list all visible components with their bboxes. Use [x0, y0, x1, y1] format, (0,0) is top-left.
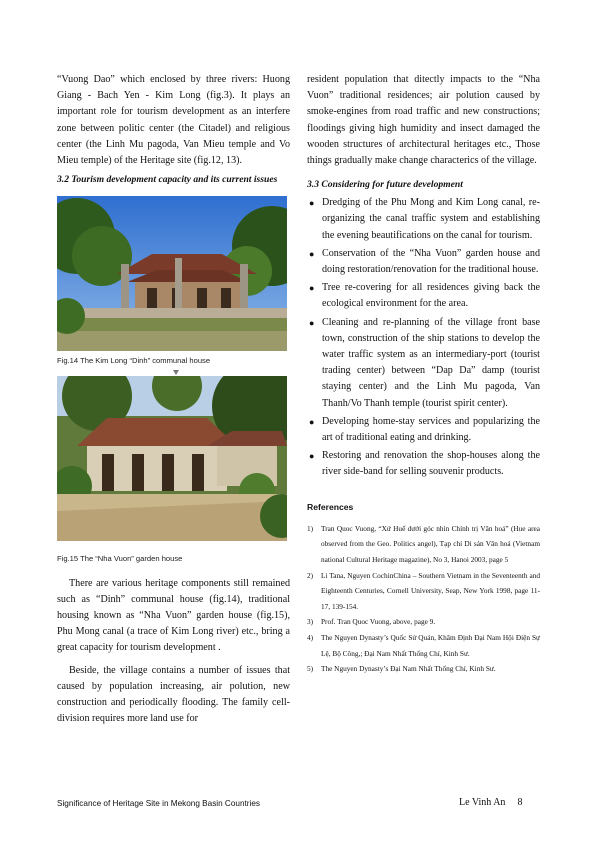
bullet-icon: ●: [309, 283, 315, 294]
left-paragraph-3: Beside, the village contains a number of issues that caused by population increasing, air polution, new construction and periodically flooding. The family cell-division requires more land use for: [57, 664, 290, 725]
page-number: 8: [517, 797, 523, 808]
reference-item: 4) The Nguyen Dynasty’s Quốc Sử Quán, Khâm Định Đại Nam Hội Điện Sự Lệ, Bộ Công,; Đại Nam Nhất Thống Chí, Kinh Sư.: [307, 633, 540, 658]
left-column: [57, 72, 290, 727]
fig14-photo: [57, 196, 287, 351]
list-item: ● Developing home-stay services and popularizing the art of traditional eating and drinking.: [309, 415, 540, 444]
bullet-icon: ●: [309, 416, 315, 427]
reference-item: 2) Li Tana, Nguyen CochinChina – Southern Vietnam in the Seventeenth and Eighteenth Centuries, Cornell University, Seap, New York 1998, page 11-17, 139-154.: [307, 570, 540, 611]
bullet-icon: ●: [309, 317, 315, 328]
right-paragraph-top: resident population that ditectly impacts to the “Nha Vuon” traditional residences; air polution caused by smoke-engines from road traffic and new constructions; floodings giving high humidity and insect damaged the wooden structures of architectural heritages etc., Those things gradually make change characterics of the village.: [307, 74, 540, 167]
bullet-icon: ●: [309, 248, 315, 259]
references-list: [307, 521, 540, 677]
left-paragraph-top: “Vuong Dao” which enclosed by three rivers: Huong Giang - Bach Yen - Kim Long (fig.3). It plays an important role for tourism development as an interfere zone between politic center (the Citadel) and religious center (the Linh Mu pagoda, Van Mieu temple and Vo Mieu temple) of the Heritage site (fig.12, 13).: [57, 74, 290, 167]
reference-item: 1) Tran Quoc Vuong, “Xứ Huế dưới góc nhìn Chính trị Văn hoá” (Hue area observed from the Geo. Politics angel), Tạp chí Di sản Văn hoá (Vietnam national Cultural Heritage magazine), No 3, Hanoi 2003, page 5: [307, 523, 540, 565]
section-heading-3-3: 3.3 Considering for future development: [307, 179, 463, 191]
triangle-marker-icon: [173, 370, 179, 375]
references-heading: References: [307, 501, 354, 512]
footer-author-page: [459, 797, 522, 808]
list-item: ● Tree re-covering for all residences giving back the ecological environment for the area.: [309, 282, 540, 310]
left-paragraph-2: There are various heritage components still remained such as “Dinh” communal house (fig.14), traditional housing known as “Nha Vuon” garden house (fig.15), Phu Mong canal (a trace of Kim Long river) etc., bring a great capacity for tourism development .: [57, 577, 290, 654]
fig15-photo: [57, 376, 287, 541]
reference-item: 5) The Nguyen Dynasty’s Đại Nam Nhất Thống Chí, Kinh Sư.: [307, 664, 496, 674]
bullet-icon: ●: [309, 451, 315, 462]
fig14-caption: Fig.14 The Kim Long “Dinh” communal house: [57, 356, 211, 366]
bullet-icon: ●: [309, 198, 315, 209]
fig15-caption: Fig.15 The “Nha Vuon” garden house: [57, 554, 183, 564]
list-item: ● Restoring and renovation the shop-houses along the river side-band for selling souvenir products.: [309, 450, 540, 478]
list-item: ● Conservation of the “Nha Vuon” garden house and doing restoration/renovation for the traditional house.: [309, 247, 540, 276]
development-bullet-list: [307, 195, 540, 480]
reference-item: 3) Prof. Tran Quoc Vuong, above, page 9.: [307, 617, 436, 627]
right-column: [307, 72, 540, 677]
section-heading-3-2: 3.2 Tourism development capacity and its current issues: [57, 174, 278, 186]
footer-title: Significance of Heritage Site in Mekong Basin Countries: [57, 799, 260, 808]
list-item: ● Dredging of the Phu Mong and Kim Long canal, re-organizing the canal traffic system and establishing the evening beautifications on the canal for tourism.: [309, 197, 540, 241]
list-item: ● Cleaning and re-planning of the village front base town, construction of the ship stations to develop the water traffic system as an intermediary-port (tourist trading center) between “Dap Da” damp (tourist staying center) and the Linh Mu pagoda, Van Thanh/Vo Thanh temple (tourist spirit center).: [309, 316, 540, 409]
footer-author: Le Vinh An: [459, 797, 506, 808]
